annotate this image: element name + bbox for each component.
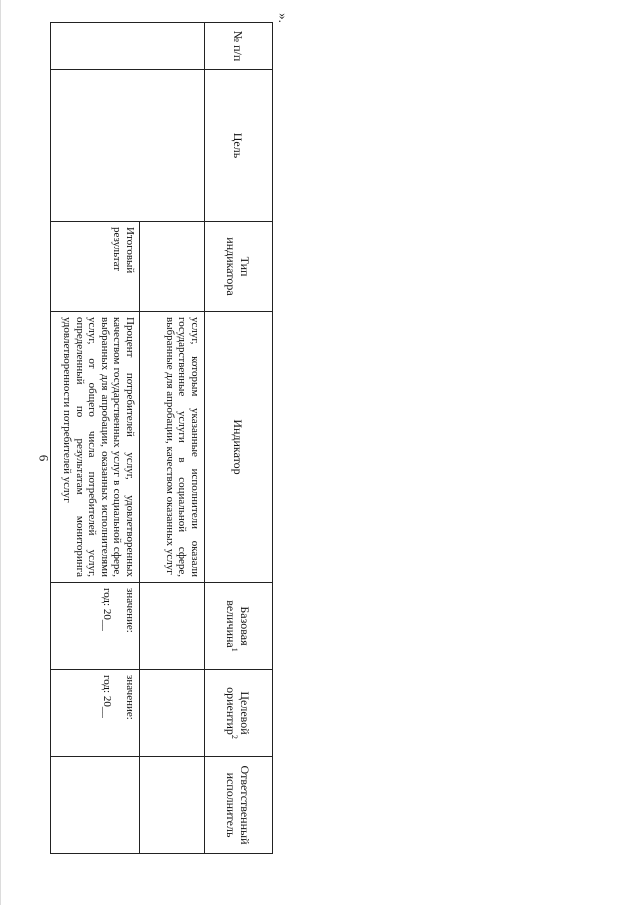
cell-target [140,670,205,757]
header-base: Базовая величина$^1$ [205,583,273,670]
header-num: № п/п [205,23,273,70]
base-value-label: значение: [124,588,136,633]
header-responsible: Ответственный исполнитель [205,757,273,854]
page-number: 6 [36,454,52,462]
cell-base [51,583,140,670]
cell-base [140,583,205,670]
target-year: год: 20__ [101,675,114,718]
cell-responsible [51,757,140,854]
header-indicator: Индикатор [205,312,273,583]
cell-indicator: услуг, которым указанные исполнители оказали государственные услуги в социальной сфере, выбранные для апробации, качеством оказанных услуг [140,312,205,583]
cell-indicator: Процент потребителей услуг, удовлетворенных качеством государственных услуг в социальной сфере, выбранных для апробации, оказанных исполнителями услуг, от общего числа потребителей услуг, определенный по результатам мониторинга удовлетворенности потребителей услуг [51,312,140,583]
table-row [140,23,205,854]
closing-quote-mark: ». [275,13,291,23]
header-goal: Цель [205,70,273,222]
indicators-table-rotated [51,22,273,853]
cell-num [51,23,205,70]
cell-responsible [140,757,205,854]
cell-goal [51,70,205,222]
header-target: Целевой ориентир$^2$ [205,670,273,757]
base-year: год: 20__ [101,588,114,631]
indicators-table [50,22,273,854]
cell-type [140,222,205,312]
header-type: Тип индикатора [205,222,273,312]
cell-type: Итоговый результат [51,222,140,312]
cell-target [51,670,140,757]
target-value-label: значение: [124,675,136,720]
table-header-row [205,23,273,854]
